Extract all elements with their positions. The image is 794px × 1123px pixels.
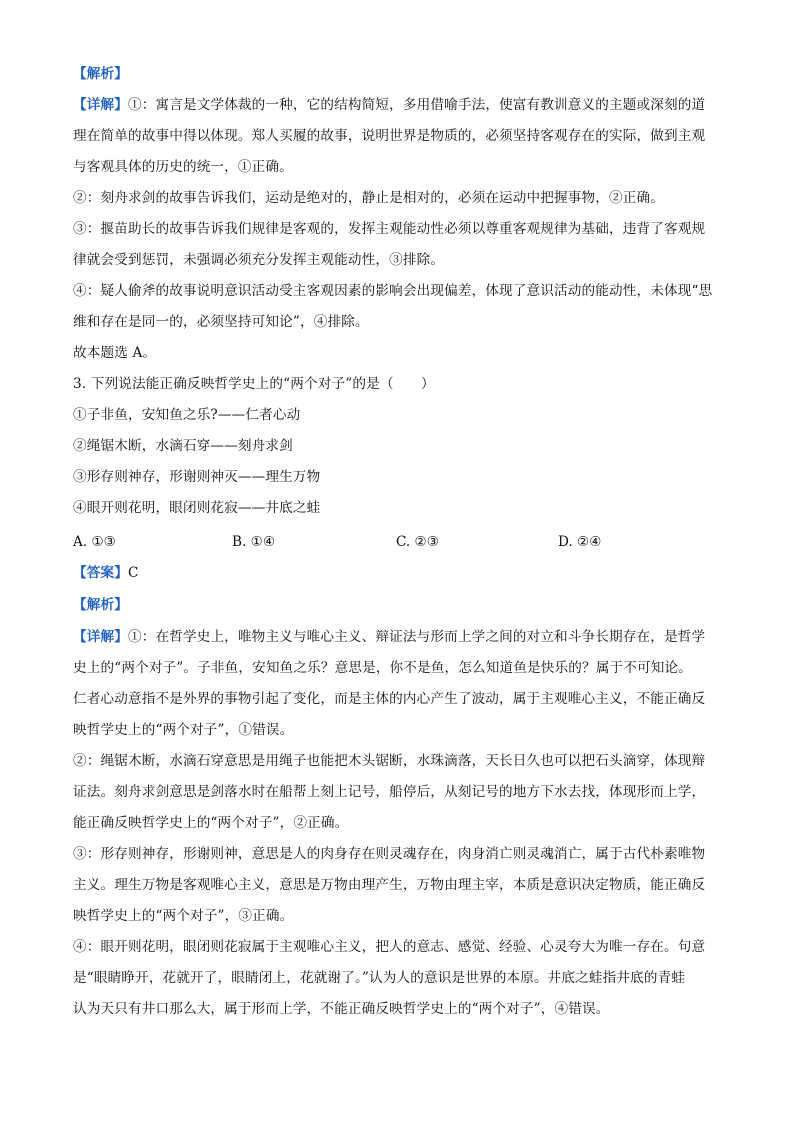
text-line: 与客观具体的历史的统一，①正确。 [73, 159, 293, 175]
text-line: 认为天只有井口那么大，属于形而上学，不能正确反映哲学史上的“两个对子”，④错误。 [73, 1001, 610, 1017]
option-d: D. ②④ [558, 534, 602, 550]
text-line: 映哲学史上的“两个对子”，①错误。 [73, 722, 294, 738]
question-item: ②绳锯木断，水滴石穿——刻舟求剑 [73, 438, 293, 454]
text-line: ③：形存则神存，形谢则神，意思是人的肉身存在则灵魂存在，肉身消亡则灵魂消亡，属于古代朴素唯物 [73, 846, 706, 862]
text-line: 仁者心动意指不是外界的事物引起了变化，而是主体的内心产生了波动，属于主观唯心主义，不能正确反 [73, 691, 706, 707]
text-line: ①：寓言是文学体裁的一种，它的结构简短，多用借喻手法，使富有教训意义的主题或深刻的道 [127, 97, 706, 113]
text-line: 能正确反映哲学史上的“两个对子”，②正确。 [73, 815, 349, 831]
text-line: ③：揠苗助长的故事告诉我们规律是客观的，发挥主观能动性必须以尊重客观规律为基础，违背了客观规 [73, 221, 706, 237]
analysis-tag: 【解析】 [73, 66, 128, 82]
text-line: ①：在哲学史上，唯物主义与唯心主义、辩证法与形而上学之间的对立和斗争长期存在，是哲学 [127, 629, 706, 645]
text-line: 维和存在是同一的，必须坚持可知论”，④排除。 [73, 314, 369, 330]
text-line: ④：眼开则花明，眼闭则花寂属于主观唯心主义，把人的意志、感觉、经验、心灵夸大为唯一存在。句意 [73, 939, 706, 955]
detail-tag: 【详解】 [73, 97, 128, 113]
text-line: 是“眼睛睁开，花就开了，眼睛闭上，花就谢了。”认为人的意识是世界的本原。井底之蛙指井底的青蛙 [73, 970, 686, 986]
question-item: ③形存则神存，形谢则神灭——理生万物 [73, 469, 321, 485]
option-b: B. ①④ [232, 534, 276, 550]
text-line: 理在简单的故事中得以体现。郑人买履的故事，说明世界是物质的，必须坚持客观存在的实际，做到主观 [73, 128, 706, 144]
question-item: ①子非鱼，安知鱼之乐?——仁者心动 [73, 407, 301, 423]
question-item: ④眼开则花明，眼闭则花寂——井底之蛙 [73, 500, 321, 516]
analysis-tag: 【解析】 [73, 597, 128, 613]
text-line: ④：疑人偷斧的故事说明意识活动受主客观因素的影响会出现偏差，体现了意识活动的能动性，未体现“思 [73, 283, 713, 299]
detail-paragraph-line [73, 627, 723, 647]
text-line: 主义。理生万物是客观唯心主义，意思是万物由理产生，万物由理主宰，本质是意识决定物质，能正确反 [73, 877, 706, 893]
detail-tag: 【详解】 [73, 629, 128, 645]
text-line: 故本题选 A。 [73, 345, 157, 361]
option-c: C. ②③ [396, 534, 439, 550]
answer-value: C [127, 565, 139, 581]
text-line: 史上的“两个对子”。子非鱼，安知鱼之乐？意思是，你不是鱼，怎么知道鱼是快乐的？属于不可知论。 [73, 660, 692, 676]
answer-tag: 【答案】 [73, 565, 128, 581]
question-stem: 3. 下列说法能正确反映哲学史上的“两个对子”的是（ ） [73, 376, 435, 392]
text-line: ②：绳锯木断，水滴石穿意思是用绳子也能把木头锯断，水珠滴落，天长日久也可以把石头滴穿，体现辩 [73, 753, 706, 769]
text-line: 证法。刻舟求剑意思是剑落水时在船帮上刻上记号，船停后，从刻记号的地方下水去找，体现形而上学， [73, 784, 706, 800]
text-line: 律就会受到惩罚，未强调必须充分发挥主观能动性，③排除。 [73, 252, 445, 268]
option-a: A. ①③ [73, 534, 116, 550]
text-line: 映哲学史上的“两个对子”，③正确。 [73, 908, 294, 924]
answer-line [73, 563, 723, 583]
text-line: ②：刻舟求剑的故事告诉我们，运动是绝对的，静止是相对的，必须在运动中把握事物，②正确。 [73, 190, 664, 206]
detail-paragraph-line [73, 95, 723, 115]
